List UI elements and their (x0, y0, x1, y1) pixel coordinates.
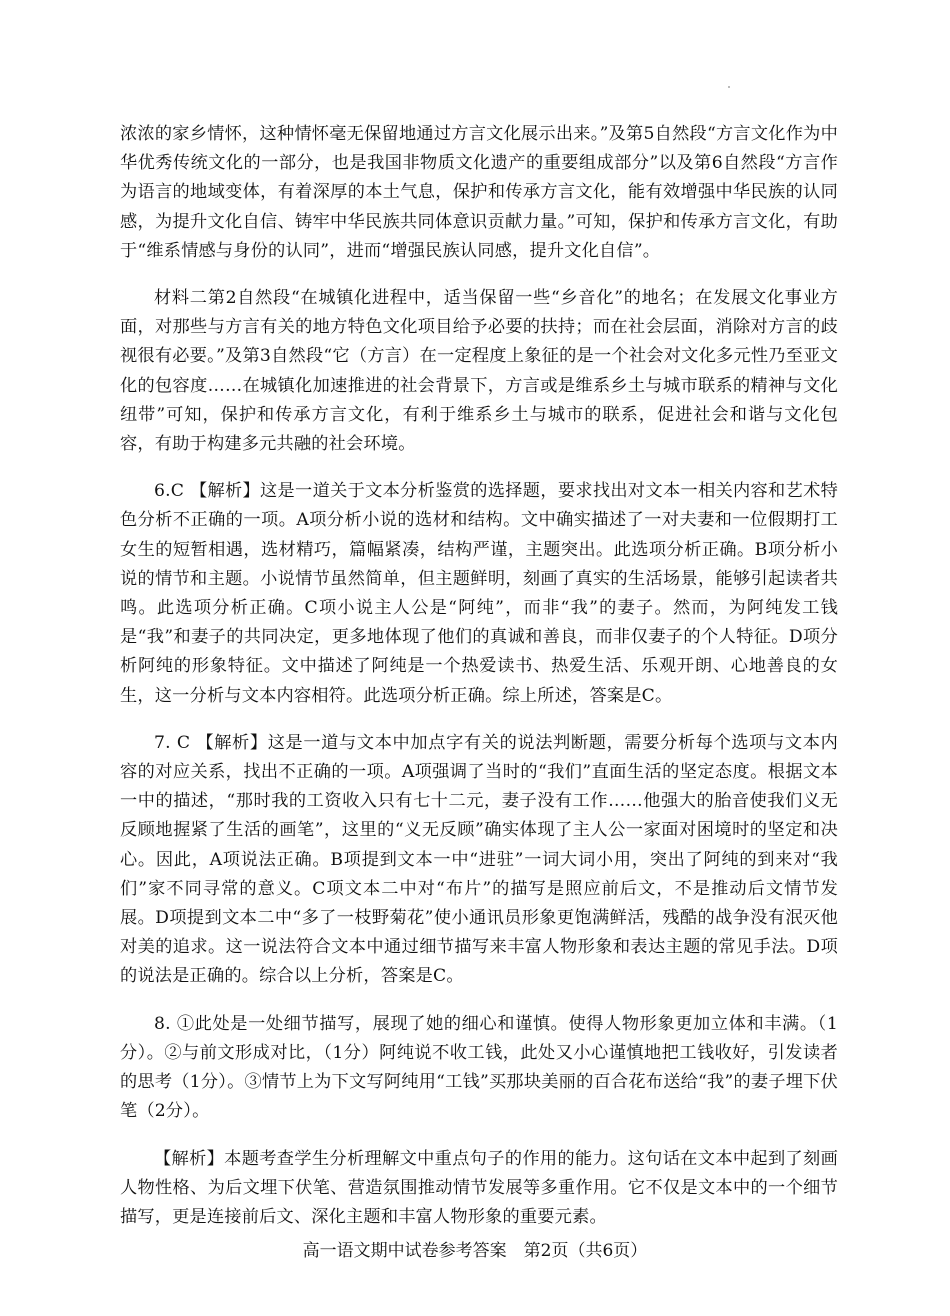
paragraph-answer-6: 6.C 【解析】这是一道关于文本分析鉴赏的选择题，要求找出对文本一相关内容和艺术特色分析不正确的一项。A项分析小说的选材和结构。文中确实描述了一对夫妻和一位假期打工女生的短暂相遇，选材精巧，篇幅紧凑，结构严谨，主题突出。此选项分析正确。B项分析小说的情节和主题。小说情节虽然简单，但主题鲜明，刻画了真实的生活场景，能够引起读者共鸣。此选项分析正确。C项小说主人公是“阿纯”，而非“我”的妻子。然而，为阿纯发工钱是“我”和妻子的共同决定，更多地体现了他们的真诚和善良，而非仅妻子的个人特征。D项分析阿纯的形象特征。文中描述了阿纯是一个热爱读书、热爱生活、乐观开朗、心地善良的女生，这一分析与文本内容相符。此选项分析正确。综上所述，答案是C。 (120, 481, 838, 706)
paragraph-material-one-conclusion: 浓浓的家乡情怀，这种情怀毫无保留地通过方言文化展示出来。”及第5自然段“方言文化作为中华优秀传统文化的一部分，也是我国非物质文化遗产的重要组成部分”以及第6自然段“方言作为语言的地域变体，有着深厚的本土气息，保护和传承方言文化，能有效增强中华民族的认同感，为提升文化自信、铸牢中华民族共同体意识贡献力量。”可知，保护和传承方言文化，有助于“维系情感与身份的认同”，进而“增强民族认同感，提升文化自信”。 (120, 124, 838, 261)
paragraph-answer-7: 7. C 【解析】这是一道与文本中加点字有关的说法判断题，需要分析每个选项与文本内容的对应关系，找出不正确的一项。A项强调了当时的“我们”直面生活的坚定态度。根据文本一中的描述，“那时我的工资收入只有七十二元，妻子没有工作……他强大的胎音使我们义无反顾地握紧了生活的画笔”，这里的“义无反顾”确实体现了主人公一家面对困境时的坚定和决心。因此，A项说法正确。B项提到文本一中“进驻”一词大词小用，突出了阿纯的到来对“我们”家不同寻常的意义。C项文本二中对“布片”的描写是照应前后文，不是推动后文情节发展。D项提到文本二中“多了一枝野菊花”使小通讯员形象更饱满鲜活，残酷的战争没有泯灭他对美的追求。这一说法符合文本中通过细节描写来丰富人物形象和表达主题的常见手法。D项的说法是正确的。综合以上分析，答案是C。 (120, 732, 838, 987)
paragraph-answer-8: 8. ①此处是一处细节描写，展现了她的细心和谨慎。使得人物形象更加立体和丰满。（1分）。②与前文形成对比，（1分）阿纯说不收工钱，此处又小心谨慎地把工钱收好，引发读者的思考（1分）。③情节上为下文写阿纯用“工钱”买那块美丽的百合花布送给“我”的妻子埋下伏笔（2分）。 (120, 1013, 838, 1122)
scan-dot (728, 86, 730, 88)
paragraph-material-two-analysis: 材料二第2自然段“在城镇化进程中，适当保留一些“乡音化”的地名；在发展文化事业方面，对那些与方言有关的地方特色文化项目给予必要的扶持；而在社会层面，消除对方言的歧视很有必要。”及第3自然段“它（方言）在一定程度上象征的是一个社会对文化多元性乃至亚文化的包容度……在城镇化加速推进的社会背景下，方言或是维系乡土与城市联系的精神与文化纽带”可知，保护和传承方言文化，有利于维系乡土与城市的联系，促进社会和谐与文化包容，有助于构建多元共融的社会环境。 (120, 288, 838, 455)
page-footer: 高一语文期中试卷参考答案 第2页（共6页） (302, 1241, 648, 1261)
answer-body (120, 120, 838, 1250)
paragraph-answer-8-analysis: 【解析】本题考查学生分析理解文中重点句子的作用的能力。这句话在文本中起到了刻画人物性格、为后文埋下伏笔、营造氛围推动情节发展等多重作用。它不仅是文本中的一个细节描写，更是连接前后文、深化主题和丰富人物形象的重要元素。 (120, 1148, 838, 1227)
